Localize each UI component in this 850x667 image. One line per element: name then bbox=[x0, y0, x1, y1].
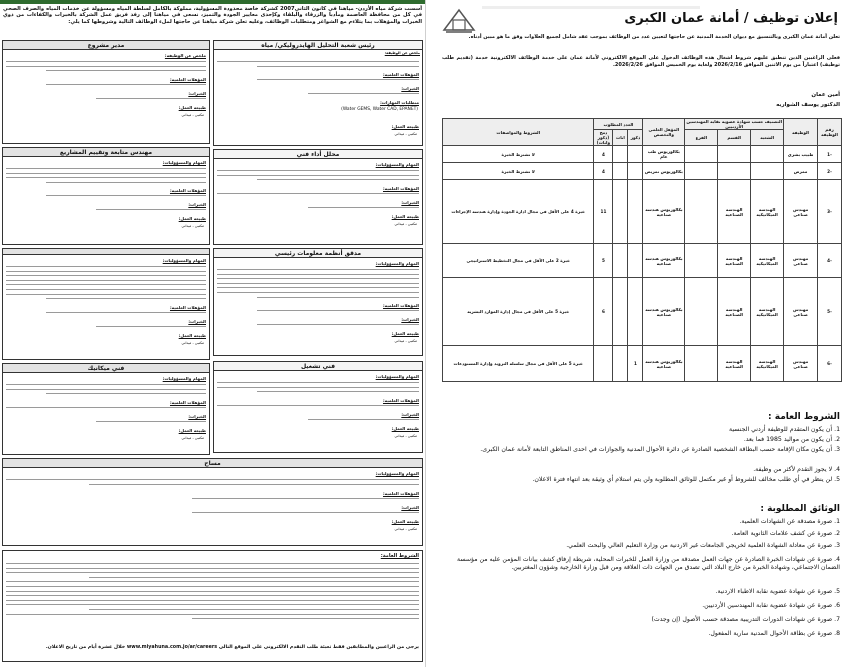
label-duties: المهام والمسؤوليات: bbox=[375, 261, 419, 266]
job-title-surveyor: مساح bbox=[3, 459, 422, 468]
job-title-performance: محلل أداء فني bbox=[214, 150, 422, 159]
label-qualifications: المؤهلات العلمية: bbox=[169, 77, 206, 82]
table-row: -4 مهندس صناعي الهندسة الميكانيكية الهندسة الصناعية بكالوريوس هندسة صناعية 5 خبرة 2 على الأقل في مجال التخطيط الاستراتيجي bbox=[443, 244, 842, 278]
label-qualifications: المؤهلات العلمية: bbox=[169, 400, 206, 405]
label-qualifications: المؤهلات العلمية: bbox=[382, 186, 419, 191]
job-box-mechanic bbox=[2, 363, 210, 455]
list-item: 6. صورة عن شهادة عضوية نقابة المهندسين الأردنيين. bbox=[702, 602, 840, 609]
label-nature: طبيعة العمل: bbox=[178, 216, 206, 221]
signature-name: الدكتور يوسف الشواربه bbox=[776, 102, 840, 108]
job-title-monitoring: مهندس متابعة وتقييم المشاريع bbox=[3, 148, 209, 157]
jobs-table bbox=[442, 118, 842, 382]
th-conditions: الشروط والمواصفات bbox=[443, 119, 594, 146]
label-skills: متطلبات المهارات: bbox=[380, 100, 419, 105]
job-title-hydraulic: رئيس شعبة التحليل الهايدروليكي/ مياه bbox=[214, 41, 422, 50]
label-duties: المهام والمسؤوليات: bbox=[162, 258, 206, 263]
nature-value: مكتبي - ميداني bbox=[181, 341, 204, 345]
job-title-operation: فني تشغيل bbox=[214, 362, 422, 371]
nature-value: مكتبي - ميداني bbox=[394, 132, 417, 136]
label-experience: الخبرات: bbox=[401, 200, 419, 205]
label-experience: الخبرات: bbox=[188, 414, 206, 419]
th-division: الشعبة bbox=[751, 130, 784, 146]
table-row: -1 طبيب بشري بكالوريوس طب عام 4 لا تشترط الخبرة bbox=[443, 146, 842, 163]
list-item: 2. أن يكون من مواليد 1985 فما بعد. bbox=[743, 436, 840, 443]
required-docs-title: الوثائق المطلوبة : bbox=[760, 504, 840, 514]
label-qualifications: المؤهلات العلمية: bbox=[382, 398, 419, 403]
signature-role: أمين عمان bbox=[811, 92, 840, 98]
list-item: 2. صورة عن كشف علامات الثانوية العامة. bbox=[731, 530, 840, 537]
th-male: ذكور bbox=[628, 130, 643, 146]
label-experience: الخبرات: bbox=[401, 412, 419, 417]
label-nature: طبيعة العمل: bbox=[391, 519, 419, 524]
label-nature: طبيعة العمل: bbox=[178, 428, 206, 433]
nature-value: مكتبي - ميداني bbox=[394, 434, 417, 438]
th-female: اناث bbox=[613, 130, 628, 146]
label-duties: المهام والمسؤوليات: bbox=[375, 471, 419, 476]
table-row: -5 مهندس صناعي الهندسة الميكانيكية الهندسة الصناعية بكالوريوس هندسة صناعية 6 خبرة 5 على الأقل في مجال إدارة الموارد البشرية bbox=[443, 278, 842, 346]
list-item: 3. أن يكون مكان الإقامة حسب البطاقة الشخصية الصادرة عن دائرة الأحوال المدنية والجوازات في احدى المناطق التابعة لأمانة عمان الكبرى. bbox=[480, 446, 840, 453]
label-qualifications: المؤهلات العلمية: bbox=[169, 188, 206, 193]
th-job-number: رقم الوظيفة bbox=[818, 119, 842, 146]
th-classification: التصنيف حسب شهادة عضوية نقابة المهندسين الأردنيين bbox=[686, 119, 783, 129]
apply-instructions: يرجى من الراغبين والمطابقين فقط تعبئة طلب التقدم الالكتروني على الموقع التالي www.miyahuna.com.jo/ar/careers خلال عشرة أيام من تاريخ الاعلان. bbox=[45, 645, 419, 650]
th-job: الوظيفة bbox=[784, 119, 818, 146]
nature-value: مكتبي - ميداني bbox=[181, 113, 204, 117]
list-item: 3. صورة عن معادلة الشهادة العلمية لخريجي الجامعات غير الاردنية من وزارة التعليم العالي والبحث العلمي. bbox=[566, 542, 840, 549]
label-qualifications: المؤهلات العلمية: bbox=[382, 491, 419, 496]
nature-value: مكتبي - ميداني bbox=[394, 527, 417, 531]
right-newspaper-page bbox=[430, 0, 850, 667]
label-experience: الخبرات: bbox=[188, 202, 206, 207]
label-nature: طبيعة العمل: bbox=[391, 214, 419, 219]
nature-value: مكتبي - ميداني bbox=[181, 224, 204, 228]
label-nature: طبيعة العمل: bbox=[391, 426, 419, 431]
table-row: -2 ممرض بكالوريوس تمريض 4 لا تشترط الخبرة bbox=[443, 163, 842, 180]
label-qualifications: المؤهلات العلمية: bbox=[169, 305, 206, 310]
label-summary: ملخص عن الوظيفة: bbox=[164, 53, 206, 58]
job-box-monitoring bbox=[2, 147, 210, 245]
table-row: -3 مهندس صناعي الهندسة الميكانيكية الهندسة الصناعية بكالوريوس هندسة صناعية 11 خبرة 4 على الأقل في مجال ادارة الجودة وإدارة هندسة الإجراءات bbox=[443, 180, 842, 244]
label-nature: طبيعة العمل: bbox=[178, 333, 206, 338]
announcement-intro: تعلن أمانة عمان الكبرى وبالتنسيق مع ديوان الخدمة المدنية عن حاجتها لتعيين عدد من الوظائف بموجب عقد شامل لجميع العلاوات وفق ما هو مبين أدناه. bbox=[468, 34, 840, 40]
label-duties: المهام والمسؤوليات: bbox=[162, 376, 206, 381]
job-title-project-manager: مدير مشروع bbox=[3, 41, 209, 50]
label-nature: طبيعة العمل: bbox=[178, 105, 206, 110]
job-box-operation bbox=[213, 361, 423, 453]
job-title-auditor: مدقق أنظمة معلومات رئيسي bbox=[214, 249, 422, 258]
tools-text: (Water GEMS, Water CAD, EPANET) bbox=[341, 107, 418, 112]
list-item: 5. صورة عن شهادة عضوية نقابة الاطباء الاردنية. bbox=[715, 588, 840, 595]
job-title-mechanic: فني ميكانيك bbox=[3, 364, 209, 373]
list-item: 4. صورة عن شهادات الخبرة الصادرة عن جهات العمل مصدقة من وزارة العمل للخبرات المحلية، شريطة إرفاق كشف بيانات المؤمن عليه من مؤسسة الضمان الاجتماعي، وشهادة الخبرة من خارج البلاد التي تصدق من الجهات ذات العلاقة ومن قبل وزارة الخارجية وشؤون المغتربين. bbox=[457, 556, 840, 571]
job-box-engineers bbox=[2, 248, 210, 360]
label-qualifications: المؤهلات العلمية: bbox=[382, 72, 419, 77]
label-summary: ملخص عن الوظيفة: bbox=[384, 51, 420, 55]
th-mixed: دمج (ذكور واناث) bbox=[594, 130, 613, 146]
label-duties: المهام والمسؤوليات: bbox=[162, 160, 206, 165]
list-item: 1. أن يكون المتقدم للوظيفة أردني الجنسية bbox=[729, 426, 840, 433]
list-item: 8. صورة عن بطاقة الأحوال المدنية سارية المفعول. bbox=[708, 630, 840, 637]
conditions-box bbox=[2, 550, 423, 662]
th-count: العدد المطلوب bbox=[594, 119, 643, 130]
th-qualification: المؤهل العلمي والتخصص bbox=[643, 119, 685, 146]
page-title: إعلان توظيف / أمانة عمان الكبرى bbox=[624, 11, 838, 26]
label-qualifications: المؤهلات العلمية: bbox=[382, 303, 419, 308]
label-nature: طبيعة العمل: bbox=[391, 124, 419, 129]
label-duties: المهام والمسؤوليات: bbox=[375, 374, 419, 379]
th-branch: الفرع bbox=[685, 130, 718, 146]
job-box-auditor bbox=[213, 248, 423, 356]
label-experience: الخبرات: bbox=[401, 505, 419, 510]
label-experience: الخبرات: bbox=[188, 91, 206, 96]
nature-value: مكتبي - ميداني bbox=[181, 436, 204, 440]
th-department: القسم bbox=[718, 130, 751, 146]
list-item: 1. صورة مصدقة عن الشهادات العلمية. bbox=[739, 518, 840, 525]
label-experience: الخبرات: bbox=[401, 86, 419, 91]
nature-value: مكتبي - ميداني bbox=[394, 339, 417, 343]
conditions-title: الشروط العامة: bbox=[380, 553, 419, 559]
label-experience: الخبرات: bbox=[188, 319, 206, 324]
list-item: 4. لا يجوز التقدم لأكثر من وظيفة. bbox=[753, 466, 840, 473]
nature-value: مكتبي - ميداني bbox=[394, 222, 417, 226]
job-box-surveyor bbox=[2, 458, 423, 546]
job-box-project-manager bbox=[2, 40, 210, 144]
list-item: 7. صورة عن شهادات الدورات التدريبية مصدقة حسب الأصول (إن وجدت) bbox=[651, 616, 840, 623]
label-experience: الخبرات: bbox=[401, 317, 419, 322]
amman-logo-icon bbox=[442, 6, 476, 34]
table-row: -6 مهندس صناعي الهندسة الميكانيكية الهندسة الصناعية بكالوريوس هندسة صناعية 1 خبرة 5 على الأقل في مجال سلسلة التزويد وإدارة المستودعات bbox=[443, 346, 842, 382]
list-item: 5. لن ينظر في أي طلب مخالف للشروط أو غير مكتمل للوثائق المطلوبة ولن يتم استلام أي وثيقة بعد انتهاء فترة الاعلان. bbox=[532, 476, 840, 483]
label-nature: طبيعة العمل: bbox=[391, 331, 419, 336]
general-conditions-title: الشروط العامة : bbox=[768, 412, 840, 422]
label-duties: المهام والمسؤوليات: bbox=[375, 162, 419, 167]
company-intro: أسست شركة مياه الأردن- مياهنا في كانون الثاني2007 كشركة خاصة محدودة المسؤولية، مملوكة بالكامل لسلطة المياه ومسؤولة عن خدمات المياه والصرف الصحي في كل من محافظة العاصمة ومأدبا والزرقاء والبلقاء وكإحدى معايير الجودة والتميز، نسعى في مياهنا إلى رفد فريق عمل الشركة بالخبرات والكفاءات من ذوي الخبرات والمؤهلات بما يتلاءم مع الشواغر ومتطلبات الوظائف، وعليه تعلن شركة مياهنا عن حاجتها لملء الوظائف التالية وشروطها كما يلي: bbox=[3, 6, 422, 25]
job-box-performance bbox=[213, 149, 423, 245]
job-box-hydraulic bbox=[213, 40, 423, 146]
announcement-instructions: فعلى الراغبين الذين تنطبق عليهم شروط اشغال هذه الوظائف الدخول على الموقع الالكتروني لأمانة عمان على خدمة الوظائف الالكترونية خدمة (تقديم طلب توظيف) اعتباراً من يوم الاثنين الموافق 2026/2/16 ولغاية يوم الخميس الموافق 2026/2/26. bbox=[442, 55, 840, 68]
